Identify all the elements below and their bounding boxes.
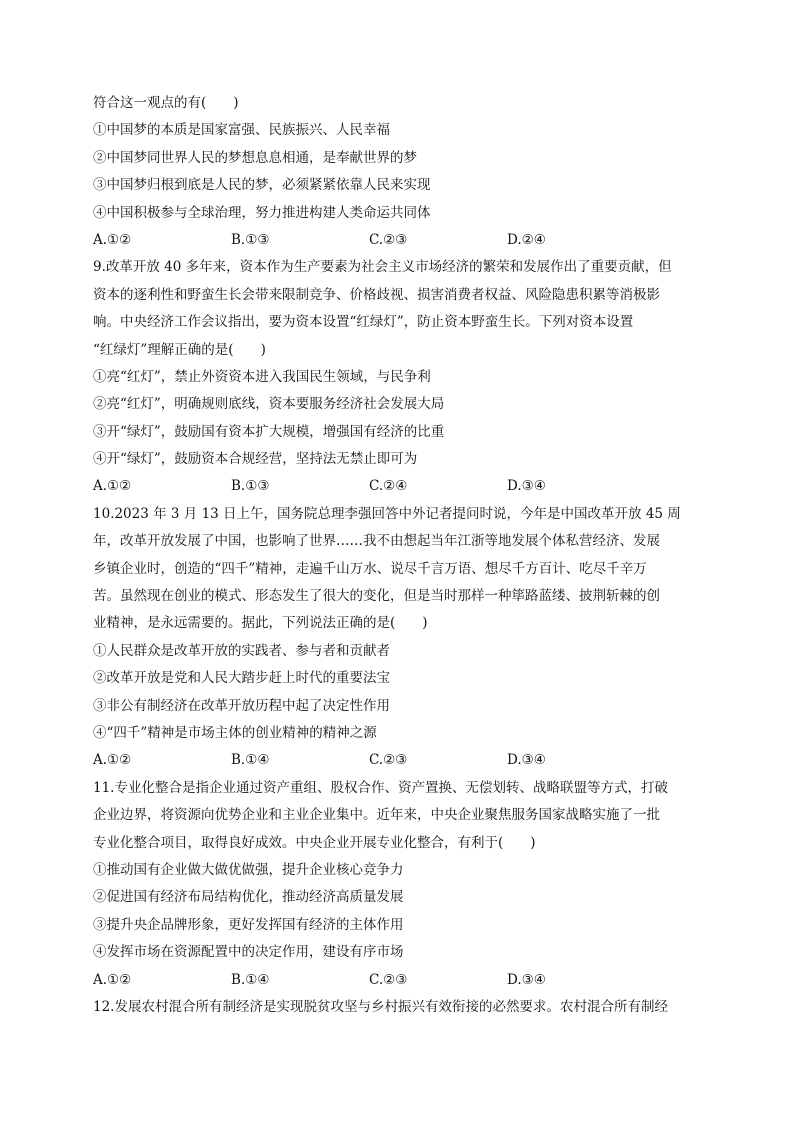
choice-d: D.③④ [507, 478, 546, 495]
choice-c: C.②③ [369, 231, 408, 248]
question-stem-line: 符合这一观点的有( ) [93, 95, 239, 111]
option-line: ④中国积极参与全球治理，努力推进构建人类命运共同体 [93, 204, 431, 221]
question-10 [93, 501, 713, 775]
question-stem-line: “红绿灯”理解正确的是( ) [93, 341, 266, 358]
question-stem-line: 年，改革开放发展了中国，也影响了世界……我不由想起当年江浙等地发展个体私营经济、发展 [93, 533, 660, 550]
question-stem-line: 乡镇企业时，创造的“四千”精神，走遍千山万水、说尽千言万语、想尽千方百计、吃尽千辛万 [93, 560, 647, 577]
option-line: ④发挥市场在资源配置中的决定作用，建设有序市场 [93, 944, 404, 961]
choice-b: B.①④ [231, 971, 270, 988]
option-line: ③非公有制经济在改革开放历程中起了决定性作用 [93, 697, 390, 714]
question-11 [93, 775, 713, 994]
question-8 [93, 90, 713, 254]
answer-choices [93, 473, 713, 500]
choice-c: C.②③ [369, 752, 408, 769]
question-stem-line: 专业化整合项目，取得良好成效。中央企业开展专业化整合，有利于( ) [93, 834, 536, 851]
option-line: ③中国梦归根到底是人民的梦，必须紧紧依靠人民来实现 [93, 177, 431, 194]
option-line: ①中国梦的本质是国家富强、民族振兴、人民幸福 [93, 122, 390, 139]
choice-c: C.②③ [369, 971, 408, 988]
choice-a: A.①② [93, 478, 132, 495]
question-stem-line: 11.专业化整合是指企业通过资产重组、股权合作、资产置换、无偿划转、战略联盟等方式，打破 [93, 779, 668, 796]
choice-b: B.①③ [231, 231, 270, 248]
option-line: ①人民群众是改革开放的实践者、参与者和贡献者 [93, 642, 390, 659]
choice-d: D.③④ [507, 971, 546, 988]
choice-d: D.②④ [507, 231, 546, 248]
choice-b: B.①④ [231, 752, 270, 769]
question-9 [93, 254, 713, 501]
question-stem-line: 资本的逐利性和野蛮生长会带来限制竞争、价格歧视、损害消费者权益、风险隐患积累等消极影 [93, 286, 660, 303]
question-12 [93, 994, 713, 1021]
answer-choices [93, 967, 713, 994]
option-line: ②促进国有经济布局结构优化，推动经济高质量发展 [93, 889, 404, 906]
option-line: ③开“绿灯”，鼓励国有资本扩大规模，增强国有经济的比重 [93, 423, 445, 440]
choice-a: A.①② [93, 971, 132, 988]
option-line: ②改革开放是党和人民大踏步赶上时代的重要法宝 [93, 670, 390, 687]
question-stem-line: 苦。虽然现在创业的模式、形态发生了很大的变化，但是当时那样一种筚路蓝缕、披荆斩棘的创 [93, 588, 660, 605]
question-stem-line: 9.改革开放 40 多年来，资本作为生产要素为社会主义市场经济的繁荣和发展作出了重要贡献，但 [93, 259, 672, 276]
choice-d: D.③④ [507, 752, 546, 769]
answer-choices [93, 227, 713, 254]
question-stem-line: 响。中央经济工作会议指出，要为资本设置“红绿灯”，防止资本野蛮生长。下列对资本设置 [93, 314, 634, 331]
option-line: ①亮“红灯”，禁止外资资本进入我国民生领域，与民争利 [93, 368, 431, 385]
question-stem-line: 业精神，是永远需要的。据此，下列说法正确的是( ) [93, 615, 428, 632]
question-stem-line: 企业边界，将资源向优势企业和主业企业集中。近年来，中央企业聚焦服务国家战略实施了一批 [93, 807, 660, 824]
question-stem-line: 10.2023 年 3 月 13 日上午，国务院总理李强回答中外记者提问时说，今年是中国改革开放 45 周 [93, 505, 681, 522]
option-line: ②亮“红灯”，明确规则底线，资本要服务经济社会发展大局 [93, 396, 445, 413]
choice-c: C.②④ [369, 478, 408, 495]
choice-a: A.①② [93, 231, 132, 248]
choice-b: B.①③ [231, 478, 270, 495]
option-line: ④“四千”精神是市场主体的创业精神的精神之源 [93, 724, 377, 741]
exam-page [93, 90, 713, 1021]
choice-a: A.①② [93, 752, 132, 769]
question-stem-line: 12.发展农村混合所有制经济是实现脱贫攻坚与乡村振兴有效衔接的必然要求。农村混合所有制经 [93, 998, 668, 1015]
option-line: ③提升央企品牌形象，更好发挥国有经济的主体作用 [93, 916, 404, 933]
option-line: ②中国梦同世界人民的梦想息息相通，是奉献世界的梦 [93, 149, 417, 166]
answer-choices [93, 747, 713, 774]
option-line: ④开“绿灯”，鼓励资本合规经营，坚持法无禁止即可为 [93, 451, 418, 468]
option-line: ①推动国有企业做大做优做强，提升企业核心竞争力 [93, 861, 404, 878]
